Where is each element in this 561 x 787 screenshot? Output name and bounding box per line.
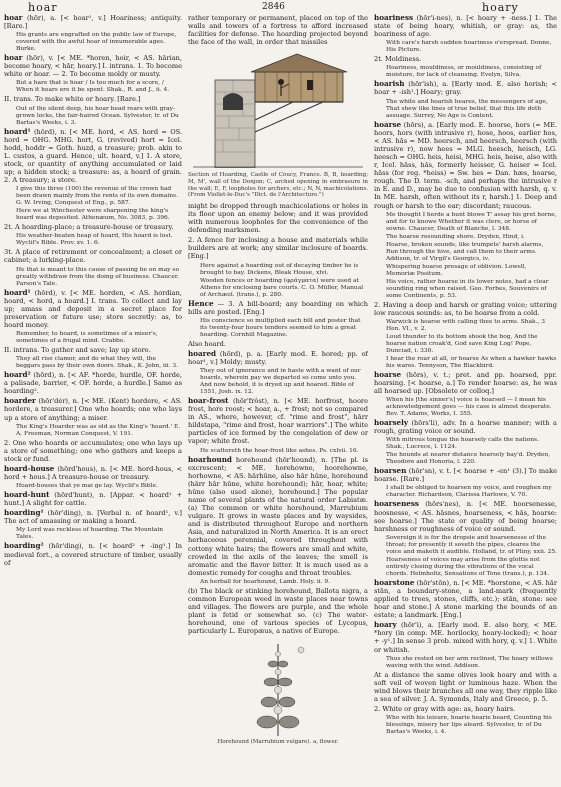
entry-paragraph [188, 340, 368, 348]
definition-text: At a distance the same olives look hoary and with a soft veil of woven light or luminous haze. When the wind blows their branches all one way, they ripple like a sea of silver. J. A. Symonds, Italy and Greece, p. 5. [374, 670, 557, 703]
entry-paragraph [374, 301, 557, 317]
headword: hoard-hunt [4, 490, 50, 500]
definition-text: rather temporary or permanent, placed on top of the walls and towers of a fortress to afford increased facilities for defense. The hoarding projected beyond the face of the wall, in order that missiles [188, 14, 368, 47]
headword: hoar [4, 14, 23, 22]
definition-text: (hōr), a. [< hoar¹, v.] Hoariness; antiquity. [Rare.] [4, 14, 182, 31]
definition-text: might be dropped through machicolations or holes in its floor upon an enemy below; and it was provided with numerous loopholes for the convenience of the defending marksmen. [188, 201, 368, 235]
headword: hoarstone [374, 577, 415, 587]
hoarding-illustration [188, 50, 368, 198]
definition-text: 2. One who hoards or accumulates; one who lays up a store of something; one who gathers and keeps a stock or fund. [4, 438, 182, 463]
headword: hoard² [4, 370, 31, 380]
quotation: Here we at Winchester were sharpening the king's hoard was deposited. Athenæum, No. 3083, p. 396. [16, 208, 170, 222]
dictionary-entry [374, 371, 557, 395]
quotation: Thus she rested on her arm reclined, The hoary willows waving with the wind. Addison. [386, 655, 553, 669]
quotation: He scattereth the hoar-frost like ashes. Ps. cxlvii. 16. [200, 447, 359, 454]
definition-text: (hōrd'hous), n. [< ME. hord-hous, < hord + hous.] A treasure-house or treasury. [4, 464, 182, 481]
quotation: The hounds at nearer distance hoarsely bay'd. Dryden, Theodore and Honoria, l. 220. [386, 452, 551, 466]
dictionary-entry [188, 350, 368, 366]
quotation: Remember, to hoard, is sometimes of a miser's, sometimes of a frugal mind. Crabbe. [16, 330, 158, 344]
quotation: I hear the roar at all, or hoarse As when a hawker hawks his wares. Tennyson, The Blackbird. [386, 355, 557, 369]
definition-text: (hōrd), p. a. [Early mod. E. hored; pp. of hoar¹, v.] Moldy; musty. [188, 349, 368, 366]
quotation: Whispering hoarse presage of oblivion. Lowell, Memoriæ Positum. [386, 263, 527, 277]
dictionary-entry [374, 419, 557, 435]
quotation: Hoariness, mouldiness, or mouldiness, consisting of moisture, for lack of cleansing. Evelyn, Silva. [386, 65, 542, 79]
headword: hoarsen [374, 466, 407, 476]
definition-text: 2. A fence for inclosing a house and materials while builders are at work; any similar inclosure of boards. [Eng.] [188, 236, 368, 261]
running-head-right: hoary [482, 1, 519, 14]
headword: hoar [4, 53, 23, 63]
dictionary-entry [4, 542, 182, 566]
hoarding-section-drawing [193, 50, 363, 168]
dictionary-entry [374, 80, 557, 96]
definition-text: II. trans. To make white or hoary. [Rare.] [4, 95, 141, 104]
headword: hoarseness [374, 499, 419, 509]
definition-text: (hōr'ding), n. [< hoard² + -ing¹.] In medieval fort., a covered structure of timber, usually of [4, 542, 182, 567]
definition-text: (hōr'frôst), n. [< ME. horfrost, hoore frost, hore roost; < hoar, a., + frost; not so compared in AS., where, however, cf. "rime and frost", hārr hildstapa, "rime and frost, hoar warriors".] The white particles of ice formed by the congelation of dew or vapor; white frost. [188, 396, 368, 446]
headword: hoarse [374, 369, 402, 379]
quotation: With mitrous tongue the hoarsely calls the nations. Shak., Lucrece, l. 1124. [386, 437, 539, 451]
definition-text: (hōr'dėr), n. [< ME. (Kent) hordere, < AS. hordere, a treasurer.] One who hoards; one who lays up a store of anything; a miser. [4, 397, 182, 422]
definition-text: 2t. A hoarding-place; a treasure-house or treasury. [4, 223, 174, 232]
quotation: Wooden fences or hoarding (φράγματα) were used at Athens for enclosing bare courts. C. O. Müller, Manual of Archæol. (trans.), p. 280. [200, 277, 364, 298]
definition-text: (hōrs'li), adv. In a hoarse manner; with a rough, grating voice or sound. [374, 419, 557, 436]
definition-text: (hōrd'hunt), n. [Appar. < hoard¹ + hunt.] A slight for cattle. [4, 491, 182, 508]
dictionary-entry [188, 456, 368, 577]
column-right [374, 14, 557, 781]
quotation: With care's harsh sudden hoariness o'erspread. Donne, His Picture. [386, 40, 552, 54]
definition-text: (hōrs), v. t.; pret. and pp. hoarsed, ppr. hoarsing. [< hoarse, a.] To render hoarse: as, he was all hoarsed up. [Obsolete or colloq.] [374, 370, 557, 395]
headword: hoard¹ [4, 287, 31, 297]
quotation: Warwick is hoarse with calling thee to arms. Shak., 3 Hen. VI., v. 2. [386, 318, 545, 332]
column-left [4, 14, 182, 781]
definition-text: 3t. A place of retirement or concealment; a closet or cabinet; a lurking-place. [4, 248, 182, 265]
entry-paragraph [374, 705, 557, 713]
dictionary-entry [4, 54, 182, 78]
quotation: His weather-beaten heap of hoard, His hoard is lost. Wyclif's Bible. Prov. xv. 1. 6. [16, 233, 173, 247]
headword: hoard-house [4, 463, 55, 473]
quotation: They all rise clamor, and do what they will, the beggars pass by their own doors. Shak., K. John, iii. 3. [16, 356, 179, 370]
entry-paragraph [4, 95, 182, 103]
running-head-left: hoar [28, 1, 58, 14]
entry-paragraph [374, 55, 557, 63]
quotation: Me thought I herde a hunt blowe T' assay his gret horne, and for to knowe Whether it was clere, or horse of sowne. Chaucer, Death of Blanche, l. 348. [386, 211, 557, 232]
dictionary-entry [4, 465, 182, 481]
quotation: I give this three (100) the revenue of the crown had been drawn mainly from the rents of its own domains. G. W. Irving, Conquest of Eng., p. 587. [16, 186, 178, 207]
entry-paragraph [374, 671, 557, 703]
entry-paragraph [188, 587, 368, 636]
quotation: They out of ignorance and in haste with a want of our hoards, wherein pay we departed so come unto you. And now behold, it is dryed up and hoared. Bible of 1551, Josh. ix. 12. [200, 367, 361, 395]
page-number: 2846 [262, 2, 285, 12]
quotation: He that is meant to this cause of passing he on may so greatly withdraw from the doing of business. Chaucer. Parson's Tale. [16, 266, 179, 287]
quotation: Hoarseness of voices may arise from the glottis not entirely closing during the vibrations of the vocal chords. Helmholtz, Sensations of Tone (trans.), p. 134. [386, 556, 549, 577]
dictionary-entry [374, 579, 557, 619]
definition-text: Also hoard. [188, 339, 226, 348]
quotation: His conscience so multiplied each bill and poster that its twenty-four hours tenders seemed to him a great hoarding. Cornhill Magazine. [200, 317, 361, 338]
headword: hoary [374, 620, 397, 630]
definition-text: II. intrans. To gather and save; lay up store. [4, 345, 151, 354]
quotation: Out of the silent deep, his hoar head rears with gray-grown locks, the fair-haired Ocean. Sylvester, tr. of Du Bartas's Weeks, i. 3. [16, 105, 179, 126]
horehound-figure-caption: Horehound (Marrubium vulgare). a, flower. [217, 738, 339, 745]
dictionary-entry [4, 371, 182, 395]
dictionary-entry [4, 491, 182, 507]
definition-text: 2t. Moldiness. [374, 55, 422, 64]
dictionary-entry [374, 467, 557, 483]
definition-text: (hōr'ding), n. [Verbal n. of hoard¹, v.] The act of amassing or making a hoard. [4, 509, 182, 526]
headword: hoarding¹ [4, 508, 44, 518]
entry-paragraph [4, 439, 182, 463]
dictionary-entry [4, 289, 182, 329]
dictionary-entry [4, 14, 182, 30]
headword: hoarse [374, 119, 402, 129]
definition-text: (hōr'ish), a. [Early mod. E. also horish; < hoar + -ish¹.] Hoary; gray. [374, 80, 557, 97]
quotation: The hoarse resounding shore. Dryden, Hind, i. [386, 233, 525, 240]
quotation: Sovereign it is for the dropsie and hoarsenesse of the throat; for presently it soveth the pipes, cleares the voice and maketh it audible. Holland, tr. of Pliny, xxii. 25. [386, 534, 557, 555]
dictionary-entry [374, 500, 557, 532]
headword: hoard¹ [4, 126, 31, 136]
quotation: But a hare that is hoar / Is too much for a score, / When it hoars ere it be spent. Shak., R. and J., ii. 4. [16, 80, 170, 94]
definition-text: (hōr'stōn), n. [< ME. *horstone, < AS. hār stān, a boundary-stone, a land-mark (frequently applied to trees, stones, cliffs, etc.); stān, stone: see hoar and stone.] A stone marking the bounds of an estate; a landmark. [Eng.] [374, 578, 557, 620]
entry-paragraph [188, 236, 368, 260]
quotation: Hoard-houses that ye mai ge lay. Wyclif's Bible. [16, 483, 158, 490]
definition-text: (hōrs), a. [Early mod. E. hoorse, hors (= ME. hoors, hors (with intrusive r), hose, hoos, earlier hos, < AS. hās = MD. heersch, and heersch, heersch (with intrusive r), now hees = MLG. heesch, heisch, LG. heesch = OHG. heis, heisi, MHG. heis, heise, also with r, Icel. hāss, hās, formerly heisser, G. heiser = Icel. hāss (for reg. *heiss) = Sw. hes = Dan. hæs, hoarse, rough. The D. term. -sch, and perhaps the intrusive r in E. and D., may be due to confusion with harsh, q. v. In ME. harsh, often without its r, harsh.] 1. Deep and rough or harsh to the ear; discordant; raucous. [374, 120, 557, 210]
quotation: Here against a hoarding out of decaying timber he is brought to bay. Dickens, Bleak House, xlvi. [200, 262, 359, 276]
definition-text: (hōrd), n. [< ME. hord, < AS. hord = OS. hord = OHG. MHG. hort, G. (revived) hort = Icel. hodd, hoddr = Goth. huzd, a treasure; prob. akin to L. custos, a guard. Hence, ult. hoard, v.] 1. A store, stock, or quantity of anything accumulated or laid up; a hidden stock; a treasure: as, a hoard of grain. 2. A treasury; a store. [4, 127, 182, 185]
dictionary-entry [4, 128, 182, 185]
definition-text: (hōrs'nes), n. [< ME. hoorsenesse, hoosnesse, < AS. hāsnes, hoarseness, < hās, hoarse: see hoarse.] The state or quality of being hoarse; harshness or roughness of voice or sound. [374, 500, 557, 533]
headword: hoarder [4, 396, 36, 406]
headword: hoariness [374, 14, 414, 22]
definition-text: horehound (hōr'hound), n. [The pl. is excrescent; < ME. horehowne, hoorehowne, horhowne, < AS. hārhūne, also hār hūne, horehound (hārr hār hūne, white horehound); hār, hoar, white; hūne (also used alone), horehound.] The popular name of several plants of the natural order Labiatæ. (a) The common or white horehound, Marrubium vulgare. It grows in waste places and by waysides, and is distributed throughout Europe and northern Asia, and naturalized in North America. It is an erect herbaceous perennial, covered throughout with cottony white hairs; the flowers are small and white, crowded in the axils of the leaves; the smell is aromatic and the flavor bitter. It is much used as a domestic remedy for coughs and throat troubles. [188, 455, 368, 577]
quotation: I shall be obliged to hoarsen my voice, and roughen my character. Richardson, Clarissa Harlowe, V. 70. [386, 485, 552, 499]
dictionary-entry [4, 509, 182, 525]
definition-text: 2. Having a deep and harsh or grating voice; uttering low raucous sounds: as, to be hoarse from a cold. [374, 300, 557, 317]
dictionary-entry [374, 14, 557, 38]
quotation: Loud thunder to its bottom shook the bog, And the hoarse nation croak'd, God save King Log! Pope, Dunciad, i. 330. [386, 333, 538, 354]
dictionary-entry [4, 397, 182, 421]
entry-paragraph [188, 202, 368, 234]
entry-paragraph [4, 248, 182, 264]
horehound-illustration [188, 640, 368, 746]
headword: hoar-frost [188, 395, 229, 405]
quotation: When his [the sinner's] voice is hoarsed — I mean his acknowledgement goes — his case is almost desperate. Rev. T. Adams, Works, I. 355. [386, 397, 552, 418]
dictionary-entry [374, 621, 557, 653]
headword: hoared [188, 348, 217, 358]
headword: Hence [188, 298, 214, 308]
definition-text: (hōr'i), a. [Early mod. E. also hory, < ME. *hory (in comp. ME. horilocky, hoary-locked); < hoar + -y¹.] In sense 3 prob. mixed with hory, q. v.] 1. White or whitish. [374, 621, 557, 654]
dictionary-entry [374, 121, 557, 210]
quotation: Who with his leisure, hoarie hearie beard, Counting his blessings, misery her lips aleard. Sylvester, tr. of Du Bartas's Weeks, i. 4. [386, 715, 552, 736]
headword: hoarish [374, 79, 405, 89]
dictionary-entry [188, 300, 368, 316]
quotation: His voice, rather hoarse in its lower notes, had a clear sounding ring when raised. Geo. Forbes, Souvenirs of some Continents, p. 53. [386, 278, 549, 299]
definition-text: (hōrd), v. [< ME. horden, < AS. hordian, hoard, < hord, a hoard.] I. trans. To collect and lay up; amass and deposit in a secret place for preservation or future use; store secretly: as, to hoard money. [4, 288, 182, 329]
quotation: His grants are engrafted on the public law of Europe, covered with the awful hoar of innumerable ages. Burke. [16, 32, 177, 53]
definition-text: (b) The black or stinking horehound, Ballota nigra, a common European weed in waste places near towns and villages. The flowers are purple, and the whole plant is fetid or somewhat so. (c) The water-horehound, one of various species of Lycopus, particularly L. Europæus, a native of Europe. [188, 586, 368, 636]
definition-text: 2. White or gray with age: as, hoary hairs. [374, 705, 516, 714]
definition-text: (hōrd), n. [< AF. *horde, hurdle, OF. horde, a palisade, barrier, < OF. horde, a hurdle.] Same as hoarding². [4, 371, 182, 396]
quotation: An herball for hoarhound, Lamb. Holy. ii. 9. [200, 578, 330, 585]
column-middle [188, 14, 368, 781]
entry-paragraph [188, 14, 368, 46]
quotation: Hoarse, broken sounds, like trumpets' harsh alarms, Run through the hive, and call them to their arms. Addison, tr. of Virgil's Georgics, iv. [386, 241, 544, 262]
quotation: The King's Hoarder was as old as the King's 'hoard.' E. A. Freeman, Norman Conquest, V. 191. [16, 423, 181, 437]
headword: hoarding² [4, 541, 44, 551]
definition-text: (hōr'sn), v. t. [< hoarse + -en¹ (3).] To make hoarse. [Rare.] [374, 467, 557, 484]
headword: hoarhound [188, 454, 232, 464]
horehound-plant-drawing [243, 640, 313, 736]
entry-paragraph [4, 223, 182, 231]
entry-paragraph [4, 346, 182, 354]
quotation: The white and hoarish heares, the messengers of age, That shew like lines of true belief, that this life doth assuage. Surrey, No Age is Content. [386, 98, 548, 119]
definition-text: (hōr'i-nes), n. [< hoary + -ness.] 1. The state of being hoary, whitish, or gray: as, the hoariness of age. [374, 14, 557, 39]
hoarding-figure-caption: Section of Hoarding, Castle of Coucy, France. B, B, hoarding; M, M', wall of the Donjon; C, arched opening in embrasure in the wall; E, F, loopholes for archers, etc.; N, N, machicolations. (From Viollet-le-Duc's "Dict. de l'Architecture.") [188, 172, 368, 199]
dictionary-entry [188, 397, 368, 446]
definition-text: — 3. A bill-board; any boarding on which bills are posted. [Eng.] [188, 299, 368, 316]
definition-text: (hōr), v. [< ME. *horen, hoir, < AS. hārian, become hoary, < hār, hoary.] I. intrans. 1. To become white or hoar. — 2. To become moldy or musty. [4, 54, 182, 79]
headword: hoarsely [374, 418, 408, 428]
quotation: My Lord was reckless of hoarding. The Mountain Tales. [16, 527, 164, 541]
